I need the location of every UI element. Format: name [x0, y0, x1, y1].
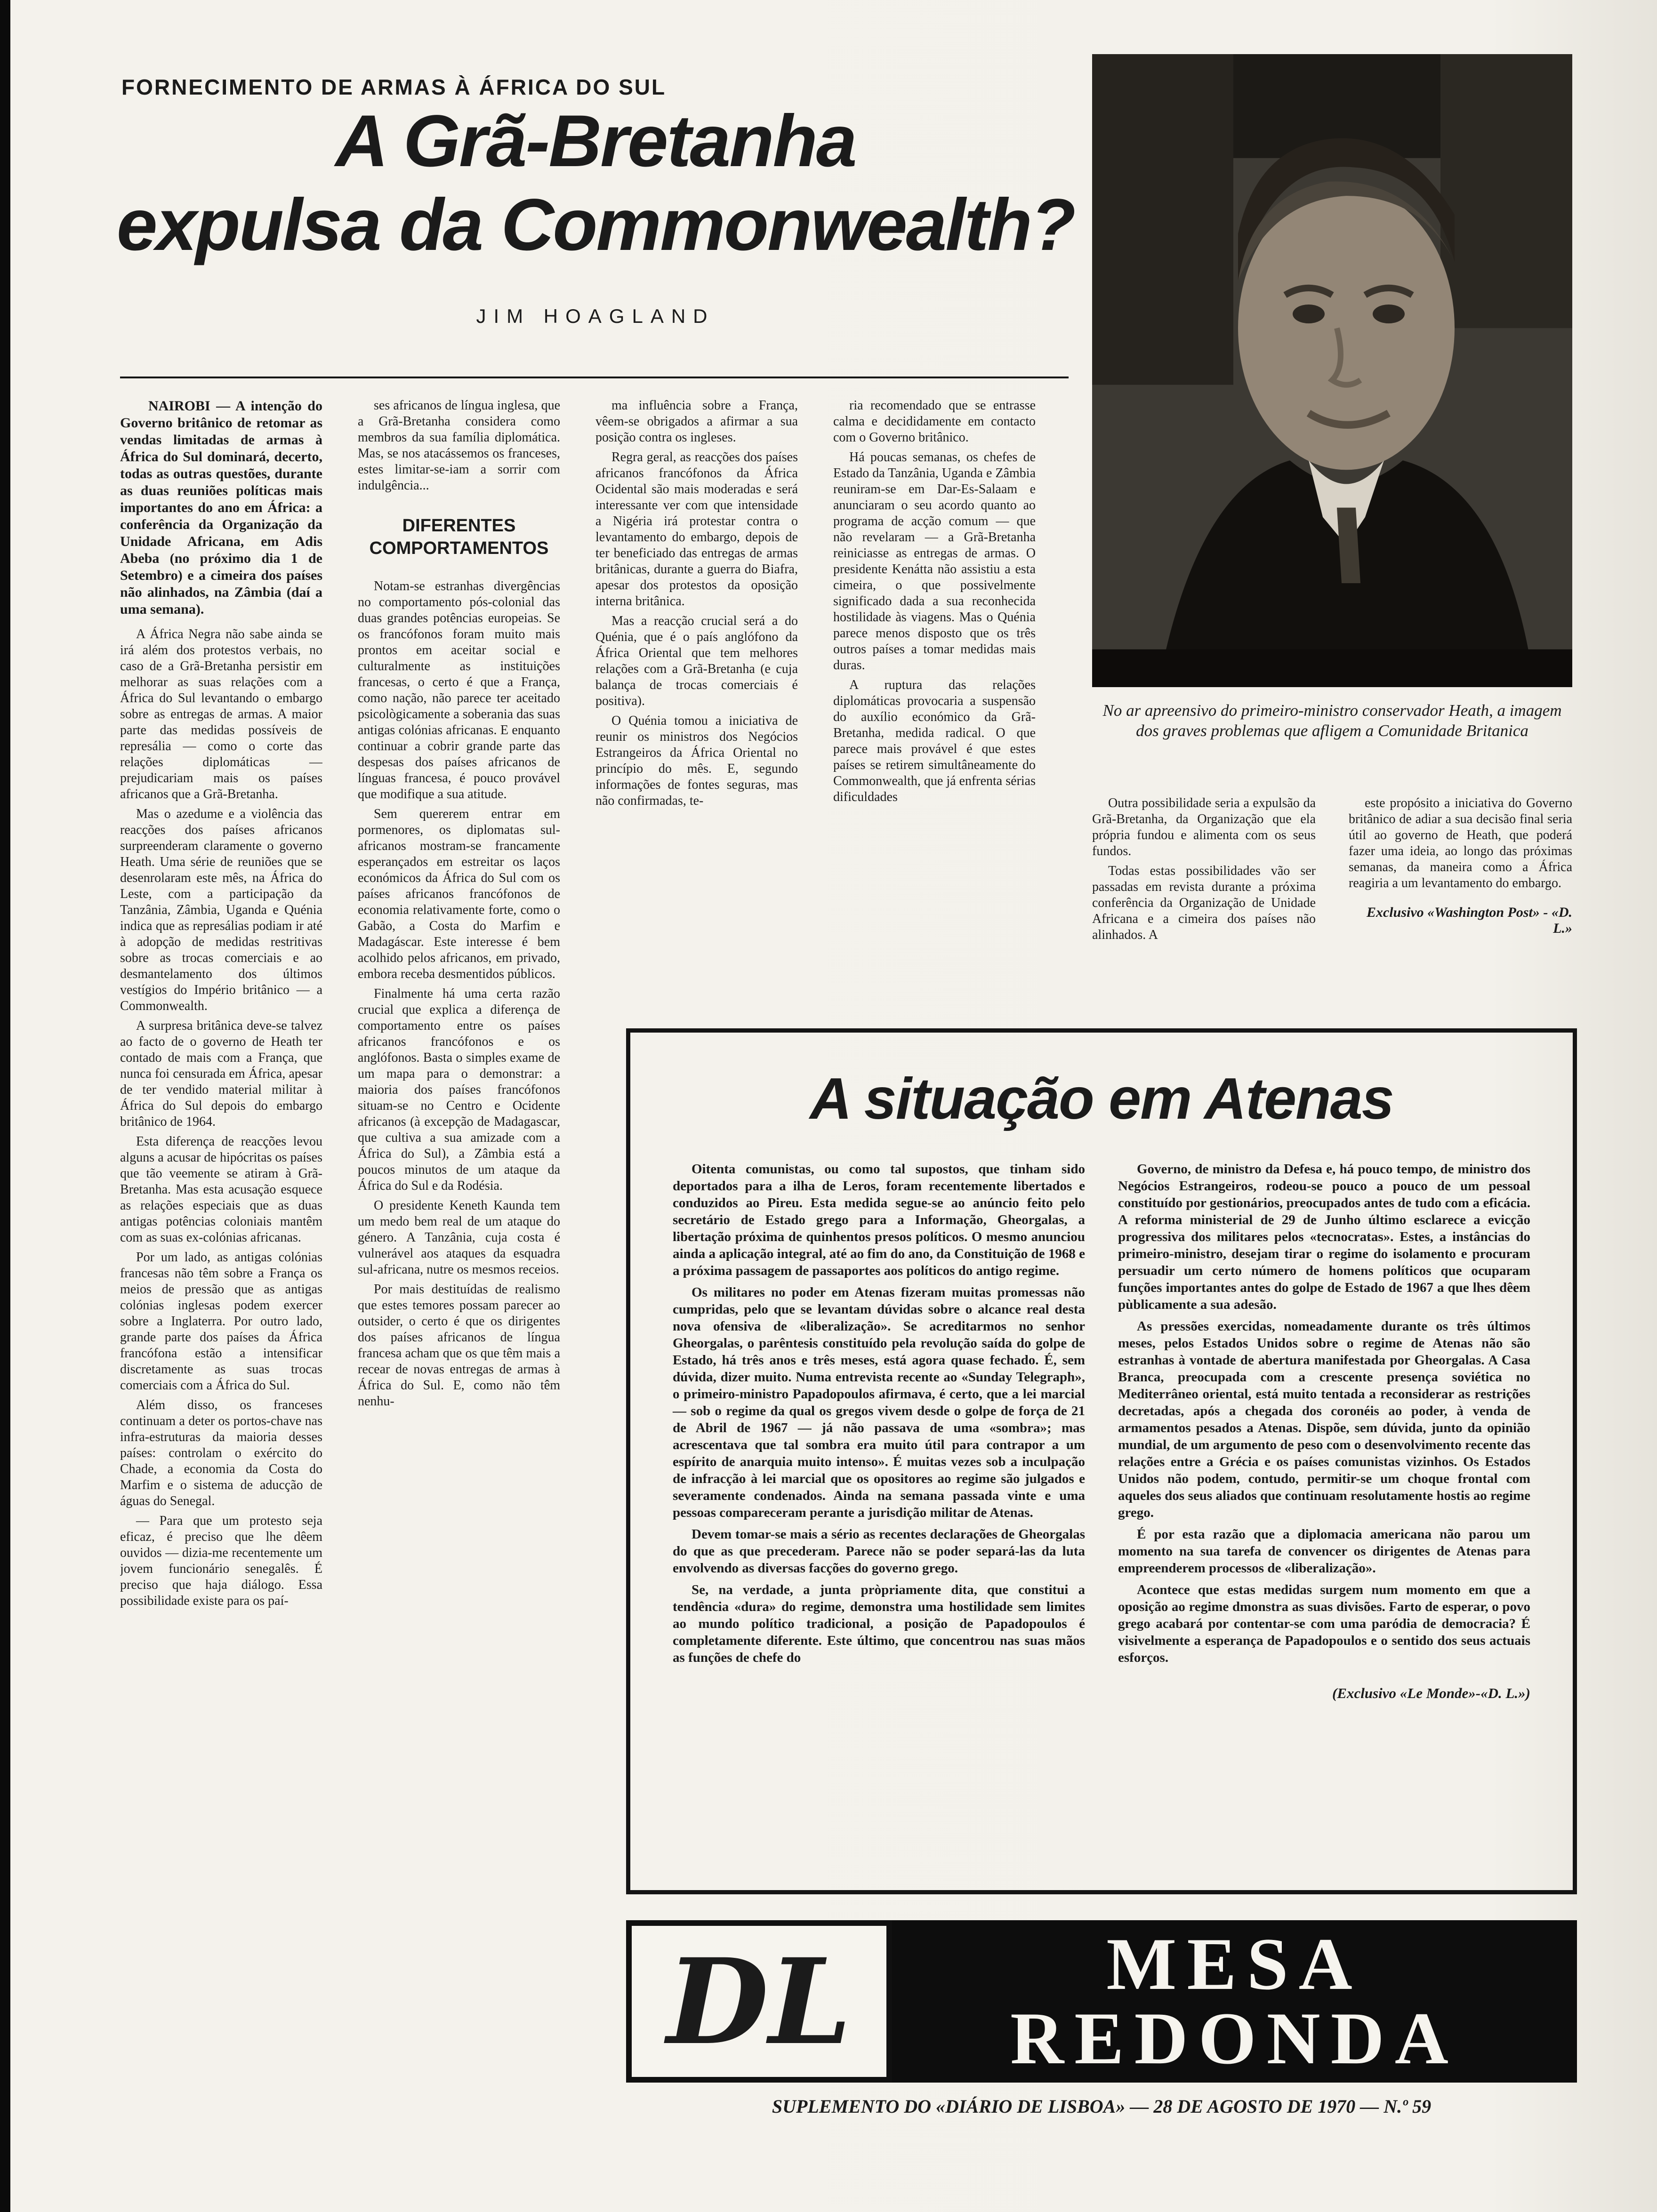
headline-line1: A Grã-Bretanha — [335, 100, 856, 182]
banner-black-panel — [892, 1920, 1577, 2083]
paragraph: A ruptura das relações diplomáticas provocaria a suspensão do auxílio económico da Grã-Bretanha, medida radical. O que parece mais provável é que estes países se retirem simultâneamente do Commonwealth, que já enfrenta sérias dificuldades — [833, 678, 1036, 804]
article-column-4 — [833, 398, 1036, 809]
article-column-3 — [595, 398, 798, 813]
paragraph: este propósito a iniciativa do Governo britânico de adiar a sua decisão final seria útil ao governo de Heath, que poderá fazer uma ideia, ao longo das próximas semanas, da maneira como a África reagiria a um levantamento do embargo. — [1349, 796, 1572, 890]
column-4-paragraphs — [833, 398, 1036, 805]
paragraph: As pressões exercidas, nomeadamente durante os três últimos meses, pelos Estados Unidos sobre o regime de Atenas não são estranhas à vontade de abertura manifestada por Gheorgalas. A Casa Branca, preocupada com a crescente presença soviética no Mediterrâneo oriental, está muito tentada a reconsiderar as restrições decretadas, após a chegada dos coronéis ao poder, à venda de armamentos pesados a Atenas. Dispõe, sem dúvida, junto da opinião mundial, de um argumento de peso com o desenvolvimento recente das relações entre a Grécia e os países comunistas vizinhos. Os Estados Unidos não podem, contudo, permitir-se um choque frontal com aqueles dos seus aliados que continuam resolutamente hostis ao regime grego. — [1118, 1319, 1530, 1520]
headline-line2: expulsa da Commonwealth? — [116, 184, 1075, 266]
paragraph: Mas o azedume e a violência das reacções dos países africanos surpreenderam claramente o governo Heath. Uma série de reuniões que se desenrolaram este mês, na África do Leste, com a participação da Tanzânia, Zâmbia, Uganda e Quénia indica que as represálias podiam ir até à adopção de medidas restritivas sobre as trocas comerciais e ao desmantelamento dos últimos vestígios do Império britânico — a Commonwealth. — [120, 807, 322, 1013]
dl-logo-box — [626, 1920, 892, 2083]
scan-edge — [0, 0, 10, 2212]
paragraph: Esta diferença de reacções levou alguns a acusar de hipócritas os países que tão veemente se atiram à Grã-Bretanha. Mas esta acusação esquece as relações especiais que as duas antigas potências coloniais mantêm com as suas ex-colónias africanas. — [120, 1134, 322, 1245]
paragraph: Os militares no poder em Atenas fizeram muitas promessas não cumpridas, pelo que se levantam dúvidas sobre o alcance real desta nova ofensiva de «liberalização». Se acreditarmos no senhor Gheorgalas, o parêntesis constituído pela revolução saída do golpe de Estado, há três anos e três meses, está agora quase fechado. É, sem dúvida, dizer muito. Numa entrevista recente ao «Sunday Telegraph», o primeiro-ministro Papadopoulos afirmava, é certo, que a lei marcial — sob o regime da qual os gregos vivem desde o golpe de força de 21 de Abril de 1967 — já não passava de uma «sombra»; mas acrescentava que tal sombra era muito útil para contrapor a um espírito de anarquia muito intenso». É muitas vezes sob a inculpação de infracção à lei marcial que os opositores ao regime são julgados e severamente condenados. Ainda na semana passada vinte e uma pessoas compareceram perante a jurisdição militar de Atenas. — [673, 1285, 1085, 1520]
paragraph: Mas a reacção crucial será a do Quénia, que é o país anglófono da África Oriental que tem melhores relações com a Grã-Bretanha (e cuja balança de trocas comerciais é positiva). — [595, 614, 798, 708]
paragraph: Se, na verdade, a junta pròpriamente dita, que constitui a tendência «dura» do regime, demonstra uma hostilidade sem limites ao mundo político tradicional, a posição de Papadopoulos é completamente diferente. Este último, que concentrou nas suas mãos as funções de chefe do — [673, 1582, 1085, 1665]
article-column-5b — [1349, 795, 1572, 937]
athens-column-2-paragraphs — [1118, 1161, 1530, 1666]
paragraph: ma influência sobre a França, vêem-se obrigados a afirmar a sua posição contra os ingleses. — [595, 398, 798, 445]
paragraph: A surpresa britânica deve-se talvez ao facto de o governo de Heath ter contado de mais com a França, que nunca foi censurada em África, apesar de ter vendido material militar à África do Sul depois do embargo britânico de 1964. — [120, 1018, 322, 1129]
headline — [108, 100, 1083, 267]
paragraph: ses africanos de língua inglesa, que a Grã-Bretanha considera como membros da sua família diplomática. Mas, se nos atacássemos os franceses, estes limitar-se-iam a sorrir com indulgência... — [358, 398, 560, 493]
paragraph: O presidente Keneth Kaunda tem um medo bem real de um ataque do género. A Tanzânia, cuja costa é vulnerável aos ataques da esquadra sul-africana, nutre os mesmos receios. — [358, 1198, 560, 1277]
athens-credit: (Exclusivo «Le Monde»-«D. L.») — [1332, 1685, 1530, 1701]
column-1-paragraphs — [120, 626, 322, 1609]
paragraph: Finalmente há uma certa razão crucial que explica a diferença de comportamento entre os países africanos francófonos e os anglófonos. Basta o simples exame de um mapa para o demonstrar: a maioria dos países francófonos situam-se no Centro e Ocidente africanos (à excepção de Madagascar, que cultiva a sua amizade com a África do Sul), a Zâmbia está a poucos minutos de um ataque da África do Sul e da Rodésia. — [358, 986, 560, 1193]
athens-column-2 — [1118, 1161, 1530, 1702]
column-5b-paragraphs — [1349, 795, 1572, 891]
article-column-1 — [120, 398, 322, 1613]
paragraph: A África Negra não sabe ainda se irá além dos protestos verbais, no caso de a Grã-Bretanha persistir em melhorar as suas relações com a África do Sul levantando o embargo sobre as entregas de armas. A maior parte das medidas possíveis de represália — como o corte das relações diplomáticas — prejudicariam mais os países africanos que a Grã-Bretanha. — [120, 627, 322, 801]
paragraph: Oitenta comunistas, ou como tal supostos, que tinham sido deportados para a ilha de Leros, foram recentemente libertados e conduzidos ao Pireu. Esta medida segue-se ao anúncio feito pelo secretário de Estado grego para a Informação, Gheorgalas, a libertação próxima de quinhentos presos políticos. O mesmo anunciou ainda a aplicação integral, até ao fim do ano, da Constituição de 1968 e a próxima passagem de passaportes aos políticos do antigo regime. — [673, 1162, 1085, 1278]
athens-title: A situação em Atenas — [810, 1066, 1393, 1131]
dl-logo: DL — [667, 1932, 852, 2071]
lead-paragraph: NAIROBI — A intenção do Governo britânico de retomar as vendas limitadas de armas à África do Sul dominará, decerto, todas as outras questões, durante as duas reuniões políticas mais importantes do ano em África: a conferência da Organização da Unidade Africana, em Adis Abeba (no próximo dia 1 de Setembro) e a cimeira dos países não alinhados, na Zâmbia (daí a uma semana). — [120, 398, 322, 617]
paragraph: Sem quererem entrar em pormenores, os diplomatas sul-africanos mostram-se francamente esperançados em estreitar os laços económicos da África do Sul com os países africanos francófonos de economia relativamente forte, como o Gabão, a Costa do Marfim e Madagáscar. Este interesse é bem acolhido pelos africanos, em privado, embora receba desmentidos públicos. — [358, 807, 560, 981]
footer-imprint: SUPLEMENTO DO «DIÁRIO DE LISBOA» — 28 DE AGOSTO DE 1970 — N.º 59 — [772, 2096, 1432, 2117]
paragraph: ria recomendado que se entrasse calma e decididamente em contacto com o Governo britânico. — [833, 398, 1036, 445]
paragraph: Acontece que estas medidas surgem num momento em que a oposição ao regime dmonstra as suas divisões. Farto de esperar, o povo grego acabará por contentar-se com uma paródia de democracia? É visivelmente a esperança de Papadopoulos e o sentido dos seus actuais esforços. — [1118, 1582, 1530, 1665]
photo-caption: No ar apreensivo do primeiro-ministro conservador Heath, a imagem dos graves problemas que afligem a Comunidade Britanica — [1102, 701, 1562, 740]
column-3-paragraphs — [595, 398, 798, 809]
byline: JIM HOAGLAND — [476, 305, 715, 327]
column-5a-paragraphs — [1092, 795, 1316, 943]
athens-article-box — [626, 1028, 1577, 1894]
paragraph: Por mais destituídas de realismo que estes temores possam parecer ao outsider, o certo é que os dirigentes dos países africanos de língua francesa acham que os que têm mais a recear de novas entregas de armas à África do Sul. E, como não têm nenhu- — [358, 1282, 560, 1409]
paragraph: Regra geral, as reacções dos países africanos francófonos da África Ocidental são mais moderadas e será interessante ver com que intensidade a Nigéria irá protestar contra o levantamento do embargo, depois de ter beneficiado das entregas de armas britânicas, durante a guerra do Biafra, apesar dos protestos da oposição interna britânica. — [595, 450, 798, 609]
paragraph: Todas estas possibilidades vão ser passadas em revista durante a próxima conferência da Organização de Unidade Africana e a cimeira dos países não alinhados. A — [1092, 864, 1316, 942]
heath-photo — [1092, 54, 1572, 687]
paragraph: Outra possibilidade seria a expulsão da Grã-Bretanha, da Organização que ela própria fundou e alimenta com os seus fundos. — [1092, 796, 1316, 858]
column-2-paragraphs-pre — [358, 398, 560, 494]
athens-columns — [673, 1161, 1530, 1702]
divider-rule — [120, 377, 1069, 378]
article-column-5a — [1092, 795, 1316, 947]
banner-word-redonda: REDONDA — [1010, 1997, 1459, 2080]
paragraph: É por esta razão que a diplomacia americana não parou um momento na sua tarefa de convencer os dirigentes de Atenas para empreenderem processos de «liberalização». — [1118, 1527, 1530, 1576]
article-credit: Exclusivo «Washington Post» - «D. L.» — [1366, 905, 1572, 936]
paragraph: Há poucas semanas, os chefes de Estado da Tanzânia, Uganda e Zâmbia reuniram-se em Dar-Es-Salaam e anunciaram o seu acordo quanto ao programa de acção comum — que não revelaram — a Grã-Bretanha reiniciasse as entregas de armas. O presidente Kenátta não assistiu a esta cimeira, o que possivelmente significado dada a sua reconhecida hostilidade às viagens. Mas o Quénia parece menos disposto que os três outros países a tomar medidas mais duras. — [833, 450, 1036, 673]
paragraph: O Quénia tomou a iniciativa de reunir os ministros dos Negócios Estrangeiros da África Oriental no princípio do mês. E, segundo informações de fontes seguras, mas não confirmadas, te- — [595, 713, 798, 808]
banner-word-mesa: MESA — [1106, 1923, 1363, 2005]
heath-portrait-illustration — [1092, 54, 1572, 687]
paragraph: Governo, de ministro da Defesa e, há pouco tempo, de ministro dos Negócios Estrangeiros, rodeou-se pouco a pouco de um pessoal constituído por gestionários, preocupados antes de tudo com a eficácia. A reforma ministerial de 29 de Junho último esclarece a evicção progressiva dos militares pelos «tecnocratas». Estes, a instâncias do primeiro-ministro, desejam tirar o regime do isolamento e procuram persuadir um certo número de homens políticos que ocuparam funções importantes antes do golpe de Estado de 1967 a que lhes dêem pùblicamente a sua adesão. — [1118, 1162, 1530, 1312]
column-2-paragraphs-post — [358, 578, 560, 1410]
mesa-redonda-banner — [626, 1920, 1577, 2083]
paragraph: Notam-se estranhas divergências no comportamento pós-colonial das duas grandes potências europeias. Se os francófonos foram muito mais prontos em aceitar social e culturalmente as instituições francesas, o certo é que a França, como nação, não parece ter aceitado psicològicamente a soberania das suas antigas colónias africanas. E enquanto continuar a cobrir grande parte das despesas dos países africanos de línguas francesa, é pouco provável que modifique a sua atitude. — [358, 579, 560, 801]
athens-column-1 — [673, 1161, 1085, 1702]
section-subhead: DIFERENTES COMPORTAMENTOS — [369, 516, 549, 558]
paragraph: Além disso, os franceses continuam a deter os portos-chave nas infra-estruturas da maioria desses países: controlam o exército do Chade, a economia da Costa do Marfim e o sistema de aducção de águas do Senegal. — [120, 1398, 322, 1508]
kicker: FORNECIMENTO DE ARMAS À ÁFRICA DO SUL — [121, 75, 667, 99]
article-column-2 — [358, 398, 560, 1413]
paragraph: — Para que um protesto seja eficaz, é preciso que lhe dêem ouvidos — dizia-me recentemente um jovem funcionário senegalês. É preciso que haja diálogo. Essa possibilidade existe para os paí- — [120, 1514, 322, 1608]
paragraph: Por um lado, as antigas colónias francesas não têm sobre a França os meios de pressão que as antigas colónias inglesas podem exercer sobre a Inglaterra. Por outro lado, grande parte dos países da África francófona estão a intensificar discretamente as suas trocas comerciais com a África do Sul. — [120, 1250, 322, 1393]
paragraph: Devem tomar-se mais a sério as recentes declarações de Gheorgalas do que as que precederam. Parece não se poder separá-las da luta envolvendo as diversas facções do governo grego. — [673, 1527, 1085, 1576]
